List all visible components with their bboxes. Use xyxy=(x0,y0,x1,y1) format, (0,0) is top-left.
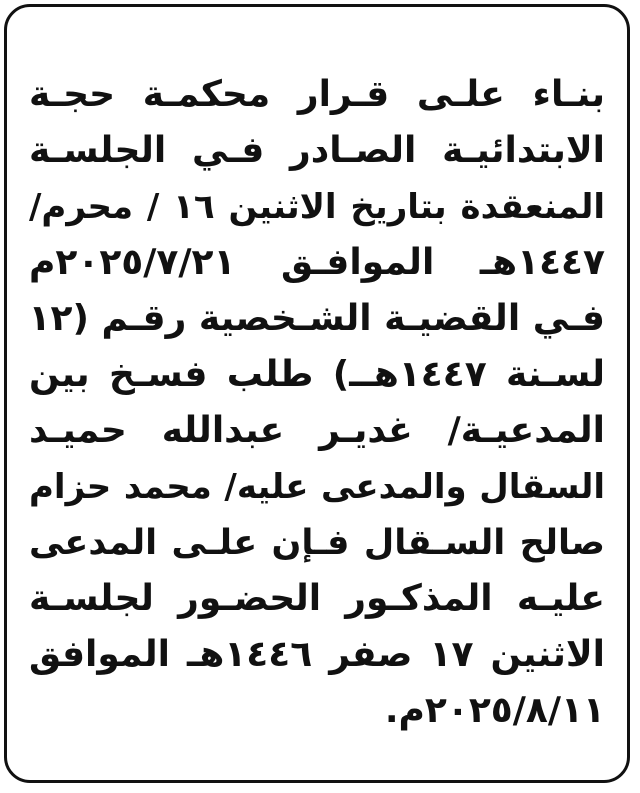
notice-line-9: صالح السـقال فـإن علـى المدعى xyxy=(29,523,605,563)
notice-line-12: ٢٠٢٥/٨/١١م. xyxy=(384,690,605,731)
notice-frame xyxy=(4,4,630,783)
notice-line-10: عليـه المذكـور الحضـور لجلسـة xyxy=(29,578,605,619)
notice-line-11: الاثنين ١٧ صفر ١٤٤٦هـ الموافق xyxy=(29,634,605,675)
notice-line-6: لسـنة ١٤٤٧هــ) طلب فسـخ بين xyxy=(29,354,605,395)
notice-line-1: بنـاء علـى قـرار محكمـة حجـة xyxy=(29,74,605,115)
notice-line-2: الابتدائيـة الصـادر فـي الجلسـة xyxy=(29,130,605,171)
notice-line-5: فـي القضيـة الشـخصية رقـم (١٢ xyxy=(28,298,605,339)
notice-line-7: المدعيـة/ غديـر عبدالله حميـد xyxy=(29,410,605,451)
notice-line-3: المنعقدة بتاريخ الاثنين ١٦ / محرم/ xyxy=(29,187,605,227)
notice-body xyxy=(29,67,605,739)
notice-line-8: السقال والمدعى عليه/ محمد حزام xyxy=(29,467,605,507)
notice-line-4: ١٤٤٧هـ الموافـق ٢٠٢٥/٧/٢١م xyxy=(29,242,605,283)
